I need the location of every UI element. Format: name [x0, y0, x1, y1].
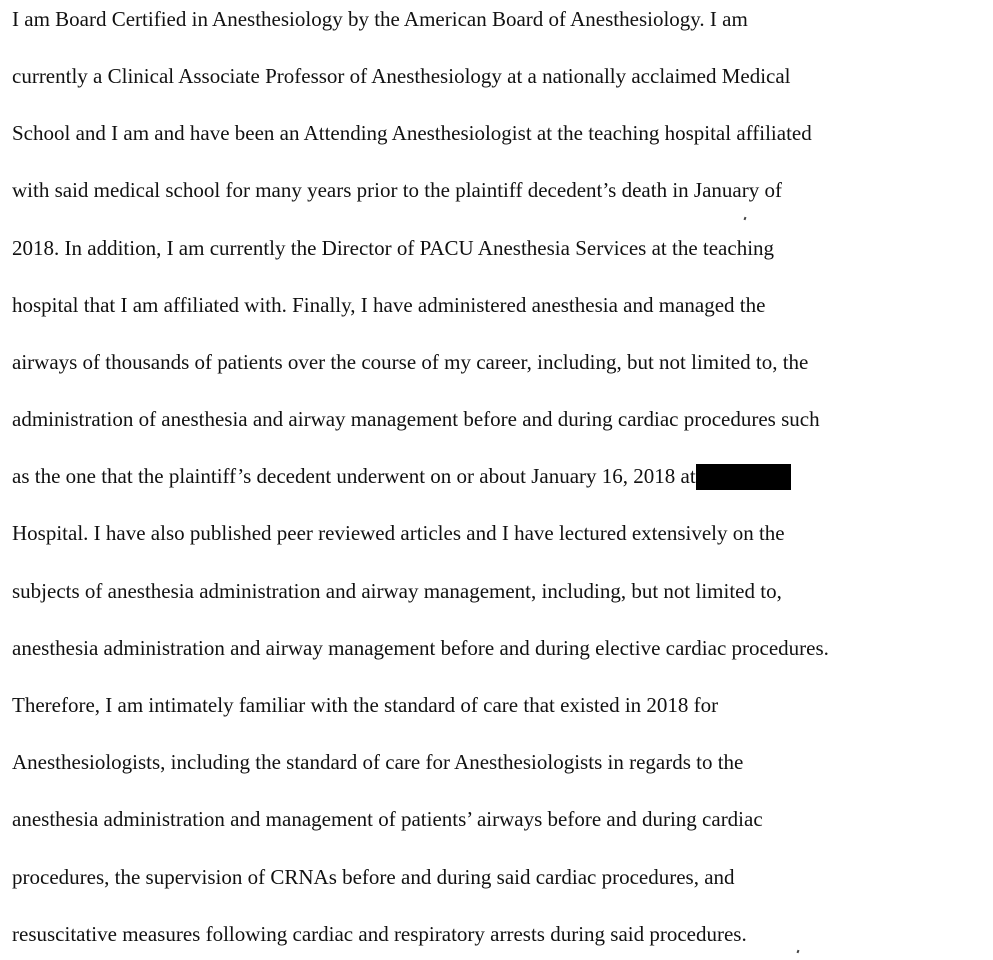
text-line-10: Hospital. I have also published peer reviewed articles and I have lectured extensively on the: [12, 521, 785, 545]
scan-speck: [744, 217, 747, 221]
text-line-11: subjects of anesthesia administration and airway management, including, but not limited to,: [12, 579, 782, 603]
text-line-6: hospital that I am affiliated with. Finally, I have administered anesthesia and managed the: [12, 293, 766, 317]
text-line-8: administration of anesthesia and airway management before and during cardiac procedures such: [12, 407, 820, 431]
text-line-9-container: [12, 463, 791, 490]
text-line-16: procedures, the supervision of CRNAs before and during said cardiac procedures, and: [12, 865, 735, 889]
text-line-13: Therefore, I am intimately familiar with the standard of care that existed in 2018 for: [12, 693, 719, 717]
scan-speck: [797, 950, 800, 954]
text-line-12: anesthesia administration and airway management before and during elective cardiac procedures.: [12, 636, 829, 660]
text-line-2: currently a Clinical Associate Professor of Anesthesiology at a nationally acclaimed Medical: [12, 64, 791, 88]
text-line-1: I am Board Certified in Anesthesiology by the American Board of Anesthesiology. I am: [12, 7, 748, 31]
text-line-5: 2018. In addition, I am currently the Director of PACU Anesthesia Services at the teaching: [12, 236, 775, 260]
text-line-15: anesthesia administration and management of patients’ airways before and during cardiac: [12, 807, 763, 831]
text-line-4: with said medical school for many years prior to the plaintiff decedent’s death in January of: [12, 178, 782, 202]
text-line-9: as the one that the plaintiff’s decedent underwent on or about January 16, 2018 at: [12, 464, 696, 488]
text-line-3: School and I am and have been an Attending Anesthesiologist at the teaching hospital affiliated: [12, 121, 812, 145]
text-line-17: resuscitative measures following cardiac and respiratory arrests during said procedures.: [12, 922, 747, 946]
text-line-14: Anesthesiologists, including the standard of care for Anesthesiologists in regards to the: [12, 750, 744, 774]
redaction-bar: [696, 464, 791, 490]
text-line-7: airways of thousands of patients over the course of my career, including, but not limited to, the: [12, 350, 809, 374]
